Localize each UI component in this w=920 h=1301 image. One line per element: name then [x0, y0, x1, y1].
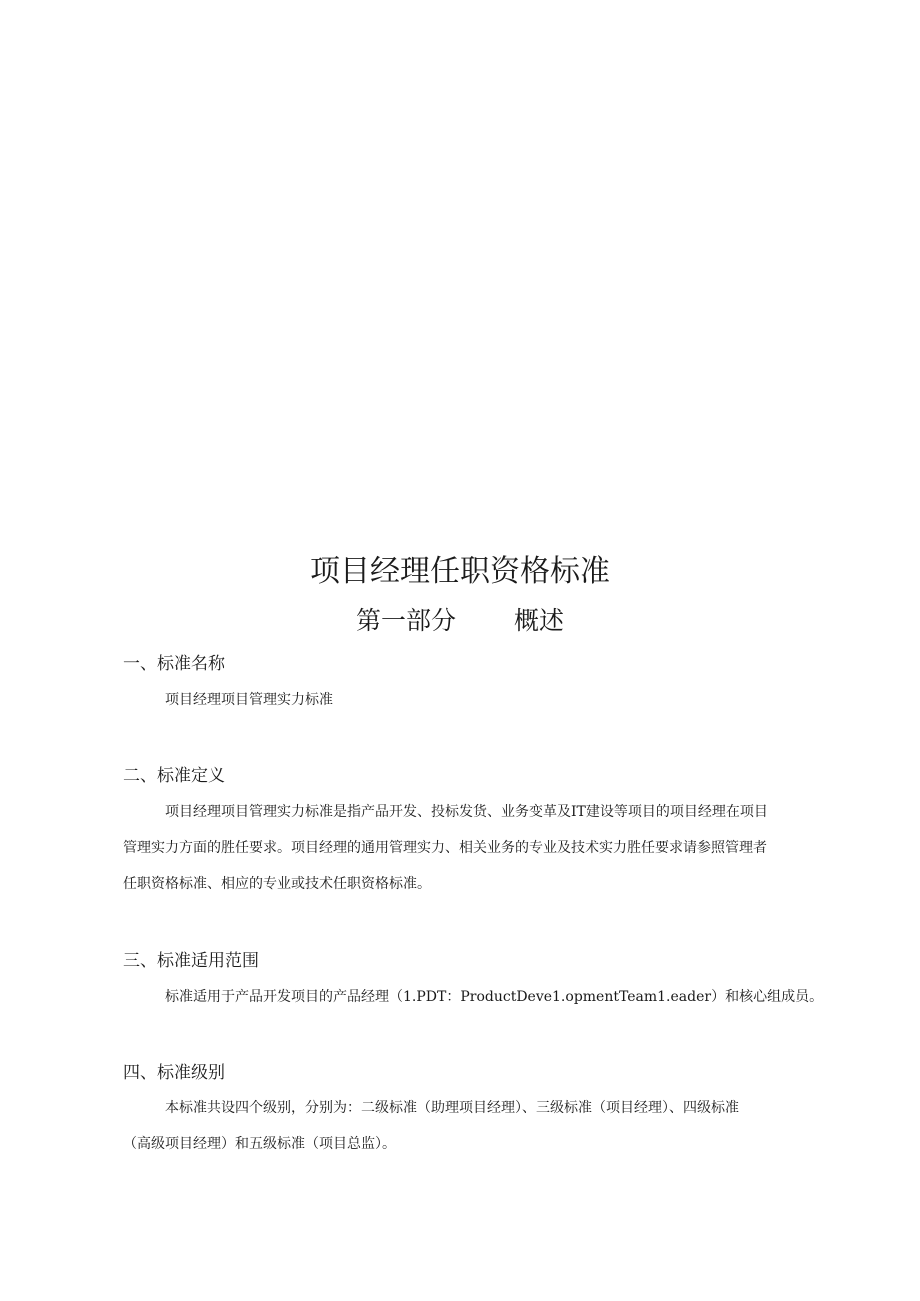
section-line: 标准适用于产品开发项目的产品经理（1.PDT：ProductDeve1.opmentTeam1.eader）和核心组成员。 [165, 989, 824, 1005]
section-heading-standard-definition: 二、标准定义 [123, 766, 225, 786]
part-title [0, 604, 920, 638]
section-heading-scope: 三、标准适用范围 [123, 951, 259, 971]
part-name: 概述 [514, 606, 565, 635]
section-line: 项目经理项目管理实力标准 [165, 692, 333, 708]
section-line: 任职资格标准、相应的专业或技术任职资格标准。 [123, 876, 431, 892]
part-number: 第一部分 [355, 606, 456, 635]
document-title: 项目经理任职资格标准 [310, 554, 610, 589]
section-line: （高级项目经理）和五级标准（项目总监）。 [123, 1136, 396, 1152]
section-line: 项目经理项目管理实力标准是指产品开发、投标发货、业务变革及IT建设等项目的项目经理在项目 [165, 804, 768, 820]
section-line: 本标准共设四个级别，分别为：二级标准（助理项目经理）、三级标准（项目经理）、四级标准 [165, 1100, 739, 1116]
section-heading-standard-name: 一、标准名称 [123, 654, 225, 674]
section-heading-standard-levels: 四、标准级别 [123, 1063, 225, 1083]
section-line: 管理实力方面的胜任要求。项目经理的通用管理实力、相关业务的专业及技术实力胜任要求请参照管理者 [123, 840, 767, 856]
